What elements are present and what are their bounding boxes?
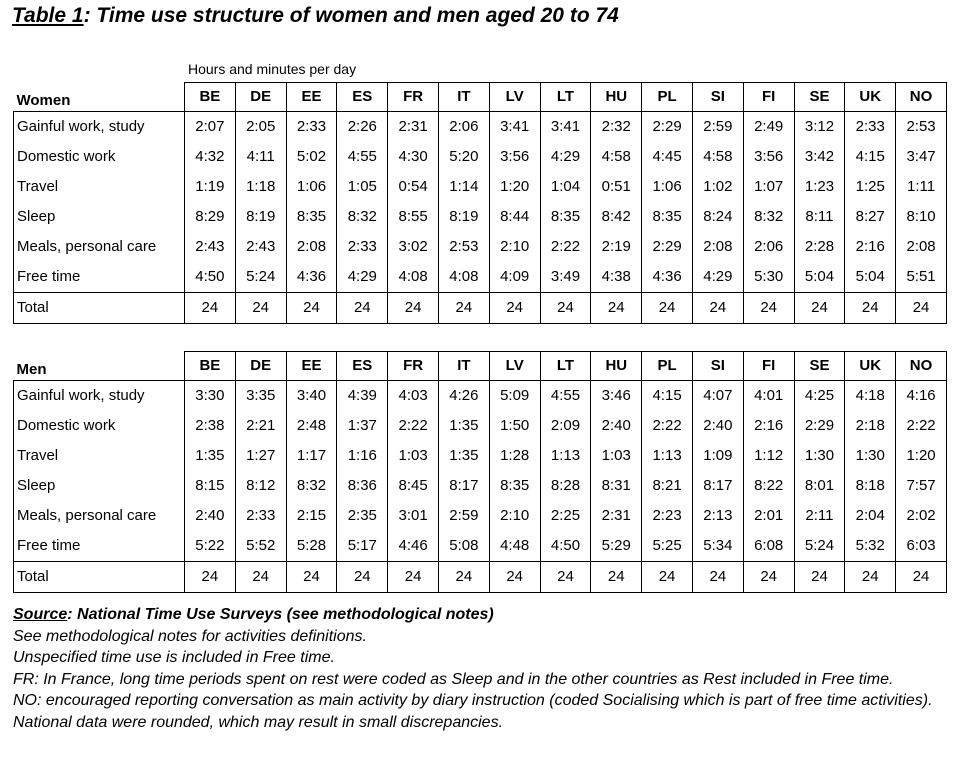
table-cell: 8:27 <box>845 202 896 232</box>
table-cell: 2:13 <box>692 501 743 531</box>
table-cell: 7:57 <box>896 471 947 501</box>
table-cell: 8:21 <box>642 471 693 501</box>
table-cell: 4:30 <box>388 142 439 172</box>
total-cell: 24 <box>794 293 845 324</box>
table-cell: 3:02 <box>388 232 439 262</box>
table-cell: 2:31 <box>591 501 642 531</box>
table-cell: 2:53 <box>438 232 489 262</box>
total-cell: 24 <box>540 562 591 593</box>
note-line: National data were rounded, which may result in small discrepancies. <box>13 713 504 731</box>
total-cell: 24 <box>286 562 337 593</box>
table-cell: 4:08 <box>438 262 489 293</box>
table-row <box>14 172 947 202</box>
table-cell: 5:04 <box>794 262 845 293</box>
table-cell: 5:09 <box>489 381 540 412</box>
table-row <box>14 202 947 232</box>
table-cell: 5:24 <box>794 531 845 562</box>
table-cell: 2:04 <box>845 501 896 531</box>
table-cell: 2:26 <box>337 112 388 143</box>
table-cell: 2:23 <box>642 501 693 531</box>
table-cell: 1:02 <box>692 172 743 202</box>
table-cell: 1:05 <box>337 172 388 202</box>
table-cell: 1:07 <box>743 172 794 202</box>
table-cell: 2:09 <box>540 411 591 441</box>
table-cell: 1:03 <box>591 441 642 471</box>
total-cell: 24 <box>743 293 794 324</box>
row-label: Free time <box>14 531 185 562</box>
country-header: SE <box>794 352 845 381</box>
table-cell: 3:56 <box>743 142 794 172</box>
country-header: LV <box>489 352 540 381</box>
row-label: Sleep <box>14 202 185 232</box>
table-cell: 3:42 <box>794 142 845 172</box>
table-cell: 4:29 <box>337 262 388 293</box>
total-cell: 24 <box>540 293 591 324</box>
table-row <box>14 501 947 531</box>
total-cell: 24 <box>286 293 337 324</box>
country-header: SI <box>692 83 743 112</box>
table-cell: 3:46 <box>591 381 642 412</box>
table-cell: 2:19 <box>591 232 642 262</box>
table-cell: 2:06 <box>743 232 794 262</box>
row-label: Gainful work, study <box>14 381 185 412</box>
table-cell: 2:22 <box>540 232 591 262</box>
total-cell: 24 <box>438 293 489 324</box>
country-header: DE <box>235 352 286 381</box>
page-title <box>12 4 619 28</box>
table-cell: 8:19 <box>235 202 286 232</box>
table-cell: 8:32 <box>337 202 388 232</box>
total-cell: 24 <box>591 293 642 324</box>
row-label: Sleep <box>14 471 185 501</box>
table-cell: 2:10 <box>489 501 540 531</box>
table-cell: 2:32 <box>591 112 642 143</box>
table-cell: 8:35 <box>540 202 591 232</box>
table-cell: 8:17 <box>692 471 743 501</box>
table-cell: 1:23 <box>794 172 845 202</box>
table-cell: 1:30 <box>794 441 845 471</box>
table-cell: 1:18 <box>235 172 286 202</box>
country-header: EE <box>286 352 337 381</box>
table-cell: 4:25 <box>794 381 845 412</box>
table-cell: 2:43 <box>235 232 286 262</box>
table-cell: 5:34 <box>692 531 743 562</box>
row-label: Total <box>14 562 185 593</box>
total-cell: 24 <box>845 562 896 593</box>
table-cell: 3:30 <box>185 381 236 412</box>
table-cell: 1:35 <box>185 441 236 471</box>
table-cell: 5:32 <box>845 531 896 562</box>
table-cell: 3:49 <box>540 262 591 293</box>
table-cell: 5:02 <box>286 142 337 172</box>
table-cell: 2:43 <box>185 232 236 262</box>
table-cell: 2:22 <box>642 411 693 441</box>
total-cell: 24 <box>235 562 286 593</box>
table-row <box>14 471 947 501</box>
table-cell: 2:08 <box>896 232 947 262</box>
table-cell: 3:56 <box>489 142 540 172</box>
country-header: NO <box>896 352 947 381</box>
row-label: Meals, personal care <box>14 501 185 531</box>
table-cell: 8:28 <box>540 471 591 501</box>
source-label: Source <box>13 606 68 623</box>
table-cell: 1:37 <box>337 411 388 441</box>
table-cell: 1:06 <box>286 172 337 202</box>
source-text: : National Time Use Surveys (see methodological notes) <box>67 606 494 623</box>
table-cell: 5:20 <box>438 142 489 172</box>
table-cell: 8:36 <box>337 471 388 501</box>
table-cell: 4:46 <box>388 531 439 562</box>
table-cell: 1:14 <box>438 172 489 202</box>
table-cell: 1:12 <box>743 441 794 471</box>
total-cell: 24 <box>692 293 743 324</box>
note-line: Unspecified time use is included in Free time. <box>13 649 335 666</box>
table-cell: 8:44 <box>489 202 540 232</box>
table-cell: 4:15 <box>845 142 896 172</box>
total-row <box>14 293 947 324</box>
row-label: Meals, personal care <box>14 232 185 262</box>
table-cell: 2:10 <box>489 232 540 262</box>
table-cell: 1:09 <box>692 441 743 471</box>
country-header: LV <box>489 83 540 112</box>
table-cell: 1:50 <box>489 411 540 441</box>
row-label: Travel <box>14 172 185 202</box>
header-row <box>14 352 947 381</box>
country-header: UK <box>845 83 896 112</box>
country-header: EE <box>286 83 337 112</box>
table-cell: 4:58 <box>692 142 743 172</box>
table-cell: 4:29 <box>540 142 591 172</box>
table-cell: 8:11 <box>794 202 845 232</box>
table-cell: 2:08 <box>286 232 337 262</box>
total-cell: 24 <box>642 562 693 593</box>
country-header: HU <box>591 352 642 381</box>
table-cell: 6:03 <box>896 531 947 562</box>
table-cell: 2:11 <box>794 501 845 531</box>
table-cell: 2:53 <box>896 112 947 143</box>
table-cell: 2:29 <box>642 112 693 143</box>
table-cell: 2:22 <box>896 411 947 441</box>
table-cell: 3:01 <box>388 501 439 531</box>
table-cell: 8:01 <box>794 471 845 501</box>
table-cell: 8:55 <box>388 202 439 232</box>
table-cell: 2:05 <box>235 112 286 143</box>
section-heading: Men <box>16 361 47 378</box>
source-line <box>13 604 948 626</box>
country-header: ES <box>337 83 388 112</box>
table-cell: 1:28 <box>489 441 540 471</box>
table-cell: 1:17 <box>286 441 337 471</box>
table-cell: 4:32 <box>185 142 236 172</box>
country-header: HU <box>591 83 642 112</box>
table-cell: 1:25 <box>845 172 896 202</box>
table-cell: 4:11 <box>235 142 286 172</box>
table-cell: 5:17 <box>337 531 388 562</box>
total-cell: 24 <box>388 562 439 593</box>
table-cell: 5:25 <box>642 531 693 562</box>
table-cell: 4:58 <box>591 142 642 172</box>
table-number: Table 1 <box>12 4 84 27</box>
table-cell: 8:29 <box>185 202 236 232</box>
table-cell: 1:16 <box>337 441 388 471</box>
row-label: Domestic work <box>14 411 185 441</box>
country-header: SI <box>692 352 743 381</box>
table-cell: 2:29 <box>642 232 693 262</box>
country-header: LT <box>540 83 591 112</box>
title-text: : Time use structure of women and men aged 20 to 74 <box>83 4 619 27</box>
table-row <box>14 232 947 262</box>
table-cell: 1:13 <box>540 441 591 471</box>
table-cell: 2:33 <box>286 112 337 143</box>
table-cell: 2:16 <box>743 411 794 441</box>
men-table <box>13 351 947 593</box>
note-line: See methodological notes for activities definitions. <box>13 627 367 645</box>
table-cell: 1:20 <box>896 441 947 471</box>
table-cell: 3:41 <box>489 112 540 143</box>
total-cell: 24 <box>896 562 947 593</box>
table-cell: 1:27 <box>235 441 286 471</box>
country-header: FR <box>388 352 439 381</box>
women-table <box>13 82 947 324</box>
table-cell: 2:33 <box>235 501 286 531</box>
table-cell: 8:31 <box>591 471 642 501</box>
table-cell: 1:13 <box>642 441 693 471</box>
table-cell: 1:03 <box>388 441 439 471</box>
table-cell: 2:15 <box>286 501 337 531</box>
country-header: SE <box>794 83 845 112</box>
unit-label: Hours and minutes per day <box>188 61 357 77</box>
total-cell: 24 <box>794 562 845 593</box>
table-cell: 4:50 <box>540 531 591 562</box>
table-cell: 2:22 <box>388 411 439 441</box>
table-cell: 2:59 <box>438 501 489 531</box>
row-label: Domestic work <box>14 142 185 172</box>
table-cell: 2:21 <box>235 411 286 441</box>
table-cell: 4:01 <box>743 381 794 412</box>
table-cell: 4:18 <box>845 381 896 412</box>
table-cell: 4:29 <box>692 262 743 293</box>
notes <box>13 604 948 733</box>
table-cell: 3:40 <box>286 381 337 412</box>
table-row <box>14 411 947 441</box>
table-cell: 1:19 <box>185 172 236 202</box>
table-cell: 4:55 <box>337 142 388 172</box>
country-header: PL <box>642 352 693 381</box>
table-cell: 8:45 <box>388 471 439 501</box>
header-row <box>14 83 947 112</box>
table-cell: 2:18 <box>845 411 896 441</box>
note-line: NO: encouraged reporting conversation as main activity by diary instruction (coded Socialising which is part of free time activities). <box>13 692 933 709</box>
table-cell: 3:47 <box>896 142 947 172</box>
table-cell: 4:07 <box>692 381 743 412</box>
table-cell: 1:20 <box>489 172 540 202</box>
total-cell: 24 <box>743 562 794 593</box>
total-cell: 24 <box>591 562 642 593</box>
table-cell: 5:28 <box>286 531 337 562</box>
table-cell: 4:03 <box>388 381 439 412</box>
country-header: FI <box>743 352 794 381</box>
table-cell: 4:15 <box>642 381 693 412</box>
table-row <box>14 531 947 562</box>
table-cell: 2:49 <box>743 112 794 143</box>
table-cell: 8:18 <box>845 471 896 501</box>
table-cell: 3:35 <box>235 381 286 412</box>
table-cell: 4:09 <box>489 262 540 293</box>
table-cell: 2:25 <box>540 501 591 531</box>
table-cell: 2:06 <box>438 112 489 143</box>
table-cell: 1:06 <box>642 172 693 202</box>
table-cell: 4:36 <box>642 262 693 293</box>
table-cell: 8:32 <box>743 202 794 232</box>
country-header: ES <box>337 352 388 381</box>
country-header: NO <box>896 83 947 112</box>
table-cell: 1:30 <box>845 441 896 471</box>
country-header: LT <box>540 352 591 381</box>
country-header: PL <box>642 83 693 112</box>
table-cell: 8:42 <box>591 202 642 232</box>
total-cell: 24 <box>235 293 286 324</box>
table-cell: 8:15 <box>185 471 236 501</box>
table-cell: 1:35 <box>438 441 489 471</box>
note-line: FR: In France, long time periods spent on rest were coded as Sleep and in the other countries as Rest included in Free time. <box>13 670 894 688</box>
country-header: FI <box>743 83 794 112</box>
table-cell: 2:40 <box>591 411 642 441</box>
table-cell: 2:33 <box>337 232 388 262</box>
table-row <box>14 441 947 471</box>
table-cell: 4:39 <box>337 381 388 412</box>
country-header: IT <box>438 352 489 381</box>
table-cell: 5:08 <box>438 531 489 562</box>
country-header: BE <box>185 352 236 381</box>
total-cell: 24 <box>438 562 489 593</box>
table-cell: 8:22 <box>743 471 794 501</box>
table-cell: 4:36 <box>286 262 337 293</box>
table-cell: 5:51 <box>896 262 947 293</box>
total-cell: 24 <box>489 562 540 593</box>
total-cell: 24 <box>185 562 236 593</box>
table-cell: 3:41 <box>540 112 591 143</box>
table-row <box>14 142 947 172</box>
table-cell: 0:51 <box>591 172 642 202</box>
table-cell: 1:35 <box>438 411 489 441</box>
table-cell: 1:11 <box>896 172 947 202</box>
table-cell: 2:59 <box>692 112 743 143</box>
table-cell: 1:04 <box>540 172 591 202</box>
table-cell: 4:45 <box>642 142 693 172</box>
table-row <box>14 112 947 143</box>
table-row <box>14 381 947 412</box>
table-cell: 8:17 <box>438 471 489 501</box>
table-cell: 8:32 <box>286 471 337 501</box>
total-cell: 24 <box>489 293 540 324</box>
table-cell: 8:24 <box>692 202 743 232</box>
table-cell: 2:16 <box>845 232 896 262</box>
total-cell: 24 <box>185 293 236 324</box>
table-cell: 5:52 <box>235 531 286 562</box>
table-cell: 4:50 <box>185 262 236 293</box>
table-cell: 2:31 <box>388 112 439 143</box>
table-cell: 8:10 <box>896 202 947 232</box>
table-cell: 5:22 <box>185 531 236 562</box>
table-cell: 4:38 <box>591 262 642 293</box>
table-cell: 2:35 <box>337 501 388 531</box>
table-cell: 0:54 <box>388 172 439 202</box>
country-header: BE <box>185 83 236 112</box>
total-cell: 24 <box>337 293 388 324</box>
table-cell: 8:35 <box>489 471 540 501</box>
table-cell: 2:29 <box>794 411 845 441</box>
country-header: FR <box>388 83 439 112</box>
row-label: Total <box>14 293 185 324</box>
table-cell: 2:48 <box>286 411 337 441</box>
total-cell: 24 <box>845 293 896 324</box>
table-cell: 2:28 <box>794 232 845 262</box>
table-cell: 3:12 <box>794 112 845 143</box>
table-cell: 4:55 <box>540 381 591 412</box>
table-cell: 8:19 <box>438 202 489 232</box>
table-cell: 4:08 <box>388 262 439 293</box>
table-cell: 8:12 <box>235 471 286 501</box>
table-cell: 5:24 <box>235 262 286 293</box>
total-cell: 24 <box>337 562 388 593</box>
country-header: IT <box>438 83 489 112</box>
table-cell: 4:26 <box>438 381 489 412</box>
table-cell: 2:01 <box>743 501 794 531</box>
table-cell: 2:02 <box>896 501 947 531</box>
table-cell: 6:08 <box>743 531 794 562</box>
country-header: UK <box>845 352 896 381</box>
table-cell: 2:08 <box>692 232 743 262</box>
table-cell: 5:04 <box>845 262 896 293</box>
table-cell: 4:16 <box>896 381 947 412</box>
row-label: Gainful work, study <box>14 112 185 143</box>
country-header: DE <box>235 83 286 112</box>
table-row <box>14 262 947 293</box>
table-cell: 2:38 <box>185 411 236 441</box>
table-cell: 8:35 <box>642 202 693 232</box>
total-cell: 24 <box>692 562 743 593</box>
table-cell: 8:35 <box>286 202 337 232</box>
total-cell: 24 <box>388 293 439 324</box>
total-cell: 24 <box>896 293 947 324</box>
total-cell: 24 <box>642 293 693 324</box>
row-label: Travel <box>14 441 185 471</box>
row-label: Free time <box>14 262 185 293</box>
table-cell: 4:48 <box>489 531 540 562</box>
total-row <box>14 562 947 593</box>
table-cell: 2:40 <box>692 411 743 441</box>
table-cell: 2:07 <box>185 112 236 143</box>
table-cell: 5:30 <box>743 262 794 293</box>
table-cell: 2:40 <box>185 501 236 531</box>
section-heading: Women <box>16 92 71 109</box>
table-cell: 5:29 <box>591 531 642 562</box>
table-cell: 2:33 <box>845 112 896 143</box>
